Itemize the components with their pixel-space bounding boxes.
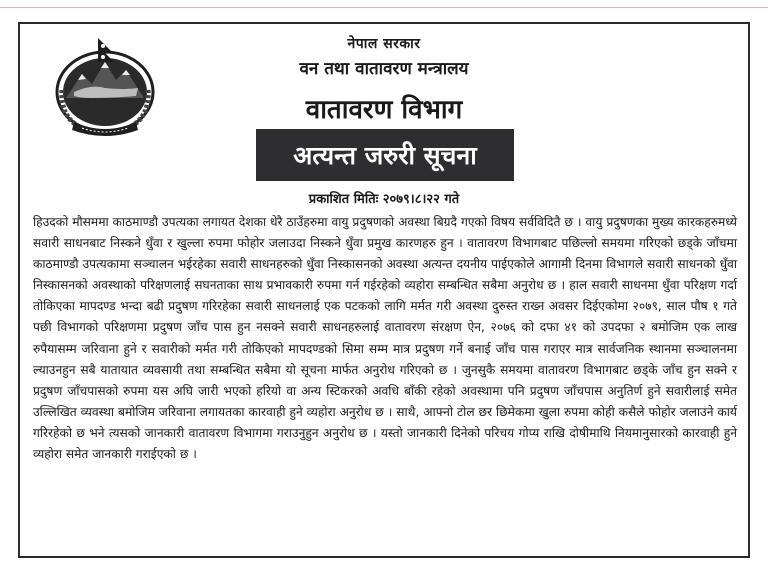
notice-body: हिउदको मौसममा काठमाण्डौ उपत्यका लगायत देशका धेरै ठाउँहरुमा वायु प्रदुषणको अवस्था बिग्रदै गएको विषय सर्वविदितै छ । वायु प्रदुषणका मुख्य कारकहरुमध्ये सवारी साधनबाट निस्कने धुँवा र खुल्ला रुपमा फोहोर जलाउदा निस्कने धुँवा प्रमुख कारणहरु हुन । वातावरण विभागबाट पछिल्लो समयमा गरिएको छड्के जाँचमा काठमाण्डौ उपत्यकामा सञ्चालन भईरहेका सवारी साधनहरुको धुँवा निस्कासनको अवस्था अत्यन्त दयनीय पाईएकोले आगामी दिनमा विभागले सवारी साधनको धुँवा निस्कासनको अवस्थाको परिक्षणलाई सघनताका साथ प्रभावकारी रुपमा गर्न गईरहेको व्यहोरा सम्बन्धित सबैमा अनुरोध छ । हाल सवारी साधनमा धुँवा परिक्षण गर्दा तोकिएका मापदण्ड भन्दा बढी प्रदुषण गरिरहेका सवारी साधनलाई एक पटकको लागि मर्मत गरी अवस्था दुरुस्त राख्न अवसर दिईएकोमा २०७९, साल पौष १ गते पछी विभागको परिक्षणमा प्रदुषण जाँच पास हुन नसक्ने सवारी साधनहरुलाई वातावरण संरक्षण ऐन, २०७६ को दफा ४१ को उपदफा २ बमोजिम एक लाख रुपैयासम्म जरिवाना हुने र सवारीको मर्मत गरी तोकिएको मापदण्डको सिमा सम्म मात्र प्रदुषण गर्ने बनाई जाँच पास गराएर मात्र सार्वजनिक स्थानमा सञ्चालनमा ल्याउनहुन सबै यातायात व्यवसायी तथा सम्बन्धित सबैमा यो सूचना मार्फत अनुरोध गरिएको छ । जुनसुकै समयमा वातावरण विभागबाट छड्के जाँच हुन सक्ने र प्रदुषण जाँचपासको रुपमा यस अघि जारी भएको हरियो वा अन्य स्टिकरको अवधि बाँकी रहेको अवस्थामा पनि प्रदुषण जाँचपास अनुतिर्ण हुने सवारीलाई समेत उल्लिखित व्यवस्था बमोजिम जरिवाना लगायतका कारवाही हुने व्यहोरा अनुरोध छ । साथै, आफ्नो टोल छर छिमेकमा खुला रुपमा कोही कसैले फोहोर जलाउने कार्य गरिरहेको छ भने त्यसको जानकारी वातावरण विभागमा गराउनुहुन अनुरोध छ । यस्तो जानकारी दिनेको परिचय गोप्य राखि दोषीमाथि नियमानुसारको कारवाही हुने व्यहोरा समेत जानकारी गराईएको छ । [33,215,737,462]
notice-title: अत्यन्त जरुरी सूचना [293,141,477,170]
ministry-title: वन तथा वातावरण मन्त्रालय [299,59,469,79]
notice-title-box [256,129,514,181]
department-title: वातावरण विभाग [305,95,463,125]
top-pink-rule [0,0,768,8]
government-title: नेपाल सरकार [347,36,421,52]
published-date: प्रकाशित मितिः २०७९।८।२२ गते [308,192,460,207]
